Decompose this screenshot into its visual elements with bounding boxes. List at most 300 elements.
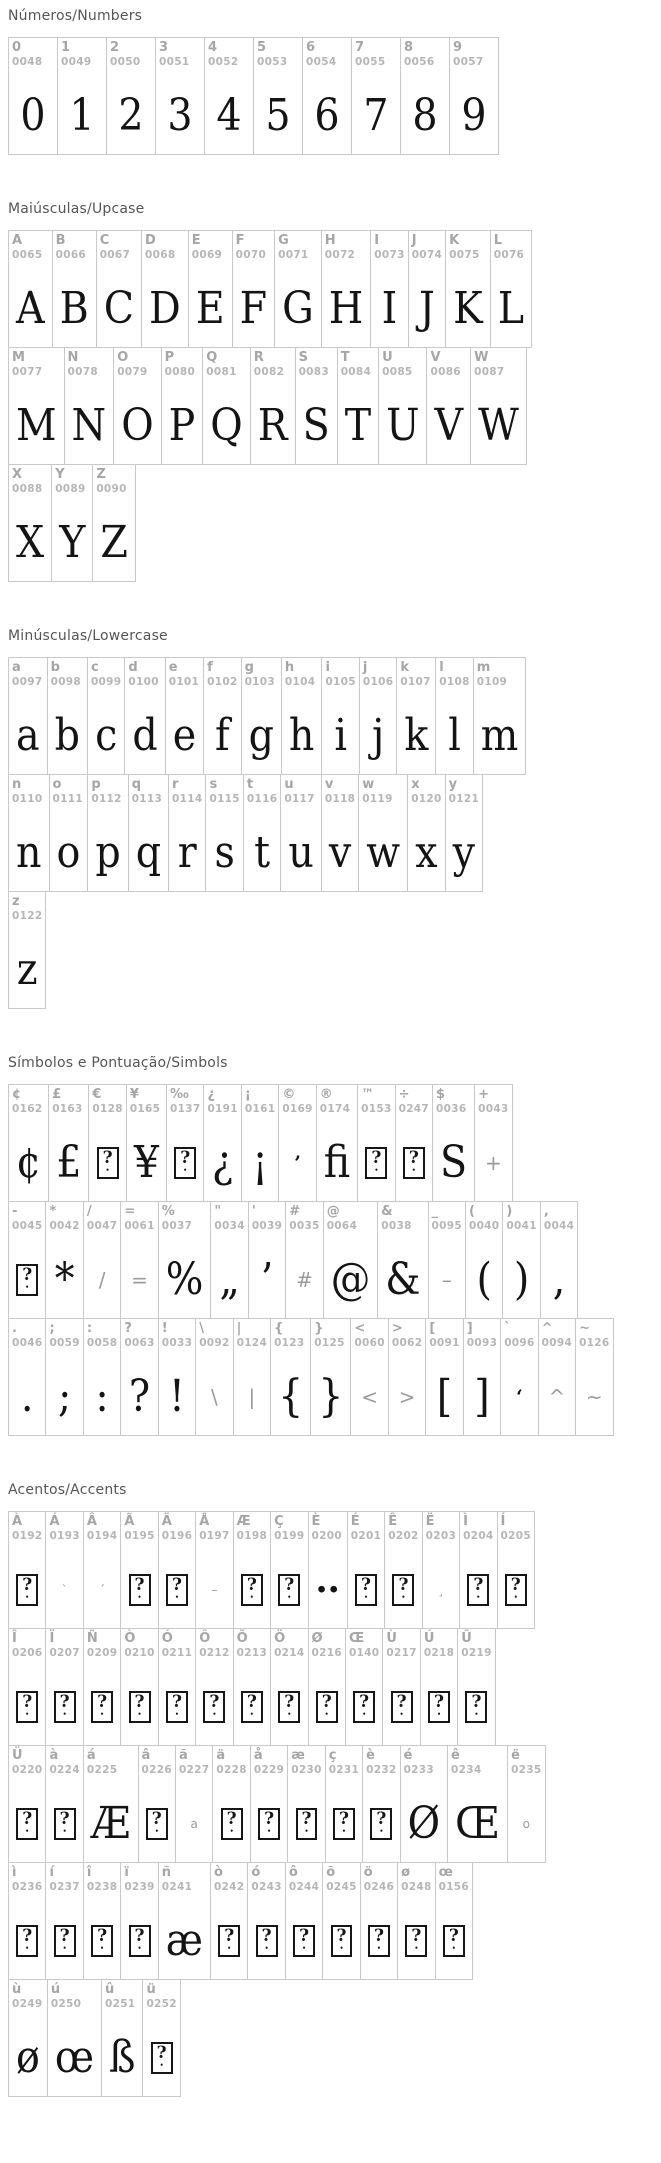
glyph: ^ xyxy=(548,1385,566,1409)
char-code: 0062 xyxy=(391,1337,423,1350)
glyph-area xyxy=(408,815,444,891)
glyph-area xyxy=(251,388,295,464)
glyph-area xyxy=(88,698,124,774)
glyph: 9 xyxy=(461,90,487,141)
char-code: 0165 xyxy=(129,1103,161,1116)
missing-glyph-icon xyxy=(443,1925,465,1956)
char-code: 0245 xyxy=(326,1881,357,1894)
char-code: 0237 xyxy=(49,1881,80,1894)
glyph-area xyxy=(244,815,280,891)
cell-header xyxy=(46,1629,82,1669)
char-label: V xyxy=(430,350,441,365)
char-cell xyxy=(233,1318,271,1436)
cell-header xyxy=(436,658,472,698)
char-code: 0099 xyxy=(90,676,122,689)
glyph-area xyxy=(296,388,337,464)
char-cell xyxy=(45,1318,83,1436)
cell-header xyxy=(271,1319,310,1359)
glyph-area xyxy=(383,1669,419,1745)
glyph-area xyxy=(176,1786,212,1862)
char-code: 0196 xyxy=(161,1530,193,1543)
glyph-area xyxy=(322,271,371,347)
cell-header xyxy=(9,1629,45,1669)
char-cell xyxy=(377,1201,428,1319)
char-code: 0110 xyxy=(12,793,43,806)
cell-header xyxy=(491,231,531,271)
char-cell xyxy=(232,230,275,348)
glyph-area xyxy=(121,1903,157,1979)
missing-glyph-icon xyxy=(218,1925,240,1956)
char-label: Ì xyxy=(463,1514,468,1529)
cell-header xyxy=(84,1319,120,1359)
glyph-area xyxy=(9,1125,48,1201)
char-code: 0119 xyxy=(362,793,393,806)
glyph-area xyxy=(9,1552,45,1628)
missing-glyph-icon xyxy=(333,1808,355,1839)
cell-header xyxy=(162,348,203,388)
cell-header xyxy=(159,1512,195,1552)
cell-header xyxy=(408,775,444,815)
char-cell xyxy=(407,774,445,892)
char-code: 0106 xyxy=(362,676,394,689)
glyph-area xyxy=(249,1242,285,1318)
missing-glyph-icon xyxy=(129,1925,151,1956)
glyph: W xyxy=(478,400,519,451)
glyph-area xyxy=(323,1903,359,1979)
char-label: ø xyxy=(401,1865,411,1880)
cell-header xyxy=(46,1202,82,1242)
char-cell xyxy=(51,464,93,582)
char-label: ] xyxy=(466,1321,473,1336)
char-code: 0077 xyxy=(12,366,43,379)
char-code: 0100 xyxy=(128,676,159,689)
char-cell xyxy=(337,347,379,465)
char-code: 0224 xyxy=(49,1764,80,1777)
glyph-area xyxy=(351,1359,387,1435)
char-label: 3 xyxy=(159,40,169,55)
char-cell xyxy=(120,1511,158,1629)
glyph: { xyxy=(278,1371,304,1422)
cell-header xyxy=(211,1202,247,1242)
glyph-row xyxy=(8,230,661,348)
cell-header xyxy=(121,1863,157,1903)
glyph-area xyxy=(166,698,203,774)
glyph-area xyxy=(324,1242,378,1318)
char-label: ö xyxy=(363,1865,373,1880)
char-cell xyxy=(45,1201,83,1319)
char-code: 0162 xyxy=(12,1103,43,1116)
glyph-row xyxy=(8,1628,661,1746)
cell-header xyxy=(379,348,426,388)
glyph: ¡ xyxy=(252,1137,269,1188)
cell-header xyxy=(205,38,253,78)
glyph-area xyxy=(281,815,321,891)
cell-header xyxy=(97,231,141,271)
char-label: $ xyxy=(436,1087,446,1102)
char-label: Ë xyxy=(425,1514,435,1529)
cell-header xyxy=(346,1629,382,1669)
glyph-row xyxy=(8,347,661,465)
glyph: \ xyxy=(211,1385,218,1409)
cell-header xyxy=(249,1202,285,1242)
char-cell xyxy=(202,347,250,465)
char-cell xyxy=(321,657,359,775)
char-code: 0128 xyxy=(92,1103,123,1116)
glyph-area xyxy=(9,78,57,154)
glyph-area xyxy=(361,1903,397,1979)
char-label: Ï xyxy=(49,1631,55,1646)
char-label: ( xyxy=(468,1204,475,1219)
char-code: 0070 xyxy=(235,249,267,262)
glyph-area xyxy=(53,271,96,347)
char-label: Ú xyxy=(423,1631,435,1646)
glyph-area xyxy=(84,1359,120,1435)
char-code: 0236 xyxy=(12,1881,43,1894)
char-label: Í xyxy=(500,1514,506,1529)
glyph-row xyxy=(8,37,661,155)
glyph: U xyxy=(386,400,420,451)
char-cell xyxy=(83,1628,121,1746)
glyph-area xyxy=(48,698,87,774)
cell-header xyxy=(9,1512,45,1552)
cell-header xyxy=(49,1085,88,1125)
cell-header xyxy=(127,1085,166,1125)
glyph: ` xyxy=(61,1583,68,1597)
char-code: 0235 xyxy=(511,1764,542,1777)
char-code: 0198 xyxy=(236,1530,268,1543)
char-cell xyxy=(347,1511,385,1629)
cell-header xyxy=(129,775,168,815)
glyph-area xyxy=(9,505,51,581)
glyph: k xyxy=(404,710,429,761)
char-code: 0098 xyxy=(50,676,82,689)
char-label: T xyxy=(340,350,350,365)
char-cell xyxy=(158,1318,196,1436)
char-cell xyxy=(285,1201,323,1319)
char-cell xyxy=(241,1084,279,1202)
cell-header xyxy=(271,1512,307,1552)
char-label: . xyxy=(12,1321,17,1336)
cell-header xyxy=(58,38,106,78)
char-code: 0234 xyxy=(451,1764,482,1777)
missing-glyph-icon xyxy=(221,1808,243,1839)
missing-glyph-icon xyxy=(405,1925,427,1956)
cell-header xyxy=(271,1629,307,1669)
char-code: 0201 xyxy=(350,1530,382,1543)
char-code: 0212 xyxy=(199,1647,230,1660)
char-code: 0103 xyxy=(244,676,276,689)
glyph-area xyxy=(498,1552,534,1628)
char-cell xyxy=(447,1745,508,1863)
missing-glyph-icon xyxy=(241,1691,263,1722)
glyph-area xyxy=(46,1786,82,1862)
char-label: ÷ xyxy=(398,1087,410,1102)
char-code: 0061 xyxy=(124,1220,155,1233)
char-label: Å xyxy=(199,1514,210,1529)
char-label: À xyxy=(12,1514,23,1529)
char-label: _ xyxy=(431,1204,439,1219)
cell-header xyxy=(541,1202,577,1242)
glyph-area xyxy=(275,271,321,347)
char-cell xyxy=(378,347,427,465)
char-code: 0069 xyxy=(191,249,223,262)
char-label: Ñ xyxy=(86,1631,98,1646)
cell-header xyxy=(84,1863,120,1903)
glyph: X xyxy=(16,517,45,568)
cell-header xyxy=(251,1746,287,1786)
glyph: v xyxy=(328,827,352,878)
char-code: 0219 xyxy=(461,1647,492,1660)
char-cell xyxy=(490,230,532,348)
char-label: | xyxy=(236,1321,242,1336)
char-cell xyxy=(120,1862,158,1980)
char-code: 0080 xyxy=(164,366,196,379)
missing-glyph-icon xyxy=(370,1808,392,1839)
glyph-area xyxy=(139,1786,175,1862)
char-cell xyxy=(425,1318,463,1436)
glyph-area xyxy=(460,1552,496,1628)
char-label: ™ xyxy=(361,1087,375,1102)
char-cell xyxy=(48,1084,89,1202)
cell-header xyxy=(9,775,49,815)
char-code: 0202 xyxy=(388,1530,419,1543)
cell-header xyxy=(446,775,482,815)
char-code: 0044 xyxy=(543,1220,575,1233)
char-label: ¥ xyxy=(129,1087,139,1102)
cell-header xyxy=(361,1863,397,1903)
glyph: V xyxy=(434,400,464,451)
char-label: * xyxy=(49,1204,57,1219)
char-code: 0066 xyxy=(55,249,87,262)
char-code: 0111 xyxy=(52,793,83,806)
char-label: m xyxy=(476,660,491,675)
char-cell xyxy=(8,464,52,582)
cell-header xyxy=(309,1629,345,1669)
char-label: 8 xyxy=(404,40,414,55)
glyph-row xyxy=(8,1084,661,1202)
glyph: ¿ xyxy=(212,1137,234,1188)
missing-glyph-icon xyxy=(293,1925,315,1956)
char-cell xyxy=(274,230,322,348)
missing-glyph-icon xyxy=(331,1925,353,1956)
char-code: 0094 xyxy=(541,1337,573,1350)
glyph: ¢ xyxy=(16,1137,42,1188)
char-label: p xyxy=(91,777,101,792)
glyph: •• xyxy=(315,1578,340,1601)
cell-header xyxy=(46,1863,82,1903)
char-code: 0226 xyxy=(141,1764,172,1777)
glyph-area xyxy=(458,1669,494,1745)
char-label: ` xyxy=(504,1321,511,1336)
missing-glyph-icon xyxy=(278,1574,300,1605)
char-cell xyxy=(8,1201,46,1319)
char-label: w xyxy=(362,777,375,792)
char-cell xyxy=(83,1318,121,1436)
glyph-area xyxy=(279,1125,315,1201)
char-cell xyxy=(92,464,136,582)
char-label: È xyxy=(311,1514,321,1529)
section-title: Minúsculas/Lowercase xyxy=(8,628,168,644)
char-cell xyxy=(308,1628,346,1746)
missing-glyph-icon xyxy=(54,1808,76,1839)
char-label: " xyxy=(214,1204,222,1219)
glyph: fi xyxy=(323,1137,351,1188)
char-code: 0213 xyxy=(236,1647,268,1660)
glyph: – xyxy=(211,1583,218,1597)
cell-header xyxy=(501,1319,537,1359)
glyph-area xyxy=(282,698,322,774)
glyph: M xyxy=(16,400,57,451)
cell-header xyxy=(213,1746,249,1786)
glyph: b xyxy=(54,710,80,761)
glyph: , xyxy=(552,1254,566,1305)
glyph-area xyxy=(129,815,168,891)
char-cell xyxy=(47,657,88,775)
char-code: 0229 xyxy=(253,1764,285,1777)
missing-glyph-icon xyxy=(16,1808,38,1839)
cell-header xyxy=(360,658,396,698)
char-cell xyxy=(233,1628,271,1746)
cell-header xyxy=(156,38,204,78)
glyph-area xyxy=(65,388,114,464)
char-code: 0117 xyxy=(284,793,315,806)
char-code: 0072 xyxy=(324,249,356,262)
char-code: 0205 xyxy=(500,1530,531,1543)
glyph: p xyxy=(95,827,121,878)
cell-header xyxy=(282,658,322,698)
glyph-area xyxy=(426,1359,462,1435)
glyph-area xyxy=(242,698,281,774)
char-cell xyxy=(158,1628,196,1746)
glyph-area xyxy=(471,388,526,464)
cell-header xyxy=(50,775,88,815)
glyph-area xyxy=(401,78,449,154)
glyph: / xyxy=(98,1268,106,1292)
char-label: Ä xyxy=(161,1514,172,1529)
glyph-area xyxy=(196,1359,232,1435)
char-cell xyxy=(101,1979,143,2097)
cell-header xyxy=(429,1202,465,1242)
char-label: é xyxy=(403,1748,413,1763)
missing-glyph-icon xyxy=(465,1691,487,1722)
glyph-area xyxy=(159,1669,195,1745)
cell-header xyxy=(159,1319,195,1359)
char-label: ô xyxy=(288,1865,298,1880)
char-code: 0252 xyxy=(146,1998,177,2011)
char-cell xyxy=(474,1084,512,1202)
glyph-area xyxy=(93,505,135,581)
char-cell xyxy=(87,657,125,775)
char-cell xyxy=(445,230,491,348)
char-code: 0120 xyxy=(411,793,442,806)
char-label: Ã xyxy=(124,1514,135,1529)
glyph-area xyxy=(205,78,253,154)
char-label: 2 xyxy=(110,40,120,55)
glyph: 6 xyxy=(314,90,340,141)
glyph: ¸ xyxy=(437,1583,444,1597)
char-cell xyxy=(203,657,241,775)
char-label: b xyxy=(50,660,60,675)
cell-header xyxy=(48,658,87,698)
char-label: K xyxy=(449,233,460,248)
char-label: I xyxy=(374,233,380,248)
glyph-area xyxy=(271,1552,307,1628)
char-code: 0105 xyxy=(325,676,356,689)
font-section xyxy=(8,8,661,155)
cell-header xyxy=(204,658,240,698)
char-label: ~ xyxy=(579,1321,590,1336)
glyph-area xyxy=(427,388,470,464)
glyph-area xyxy=(371,271,407,347)
glyph-area xyxy=(303,78,351,154)
char-cell xyxy=(426,347,471,465)
missing-glyph-icon xyxy=(174,1147,196,1178)
char-cell xyxy=(64,347,115,465)
glyph: l xyxy=(448,710,461,761)
char-label: s xyxy=(209,777,218,792)
glyph-row xyxy=(8,1745,661,1863)
char-code: 0108 xyxy=(439,676,470,689)
cell-header xyxy=(433,1085,474,1125)
cell-header xyxy=(125,658,164,698)
char-label: Ó xyxy=(161,1631,173,1646)
glyph-area xyxy=(159,1242,211,1318)
char-cell xyxy=(8,1084,49,1202)
cell-header xyxy=(436,1863,472,1903)
glyph: & xyxy=(385,1254,421,1305)
char-cell xyxy=(422,1511,460,1629)
glyph-area xyxy=(389,1359,425,1435)
cell-header xyxy=(324,1202,378,1242)
char-cell xyxy=(253,37,303,155)
glyph-area xyxy=(309,1552,347,1628)
char-cell xyxy=(175,1745,213,1863)
char-label: n xyxy=(12,777,22,792)
glyph-area xyxy=(206,815,242,891)
glyph-area xyxy=(466,1242,502,1318)
cell-header xyxy=(338,348,378,388)
char-label: u xyxy=(284,777,294,792)
cell-header xyxy=(159,1202,211,1242)
section-title: Símbolos e Pontuação/Simbols xyxy=(8,1055,228,1071)
cell-header xyxy=(84,1512,120,1552)
cell-header xyxy=(317,1085,357,1125)
cell-header xyxy=(159,1629,195,1669)
cell-header xyxy=(196,1319,232,1359)
char-label: r xyxy=(172,777,179,792)
char-cell xyxy=(250,1745,288,1863)
glyph: ( xyxy=(476,1254,492,1305)
glyph: h xyxy=(288,710,315,761)
missing-glyph-icon xyxy=(166,1574,188,1605)
char-cell xyxy=(463,1318,501,1436)
cell-header xyxy=(9,658,47,698)
char-cell xyxy=(205,774,243,892)
char-label: 5 xyxy=(257,40,267,55)
cell-header xyxy=(326,1746,362,1786)
glyph: m xyxy=(480,710,519,761)
cell-header xyxy=(398,1863,434,1903)
glyph-area xyxy=(203,388,249,464)
char-label: ¿ xyxy=(207,1087,215,1102)
cell-header xyxy=(244,775,280,815)
glyph-area xyxy=(322,815,358,891)
char-code: 0239 xyxy=(124,1881,155,1894)
char-cell xyxy=(540,1201,578,1319)
glyph-area xyxy=(46,1903,82,1979)
char-code: 0046 xyxy=(12,1337,43,1350)
char-cell xyxy=(8,1511,46,1629)
